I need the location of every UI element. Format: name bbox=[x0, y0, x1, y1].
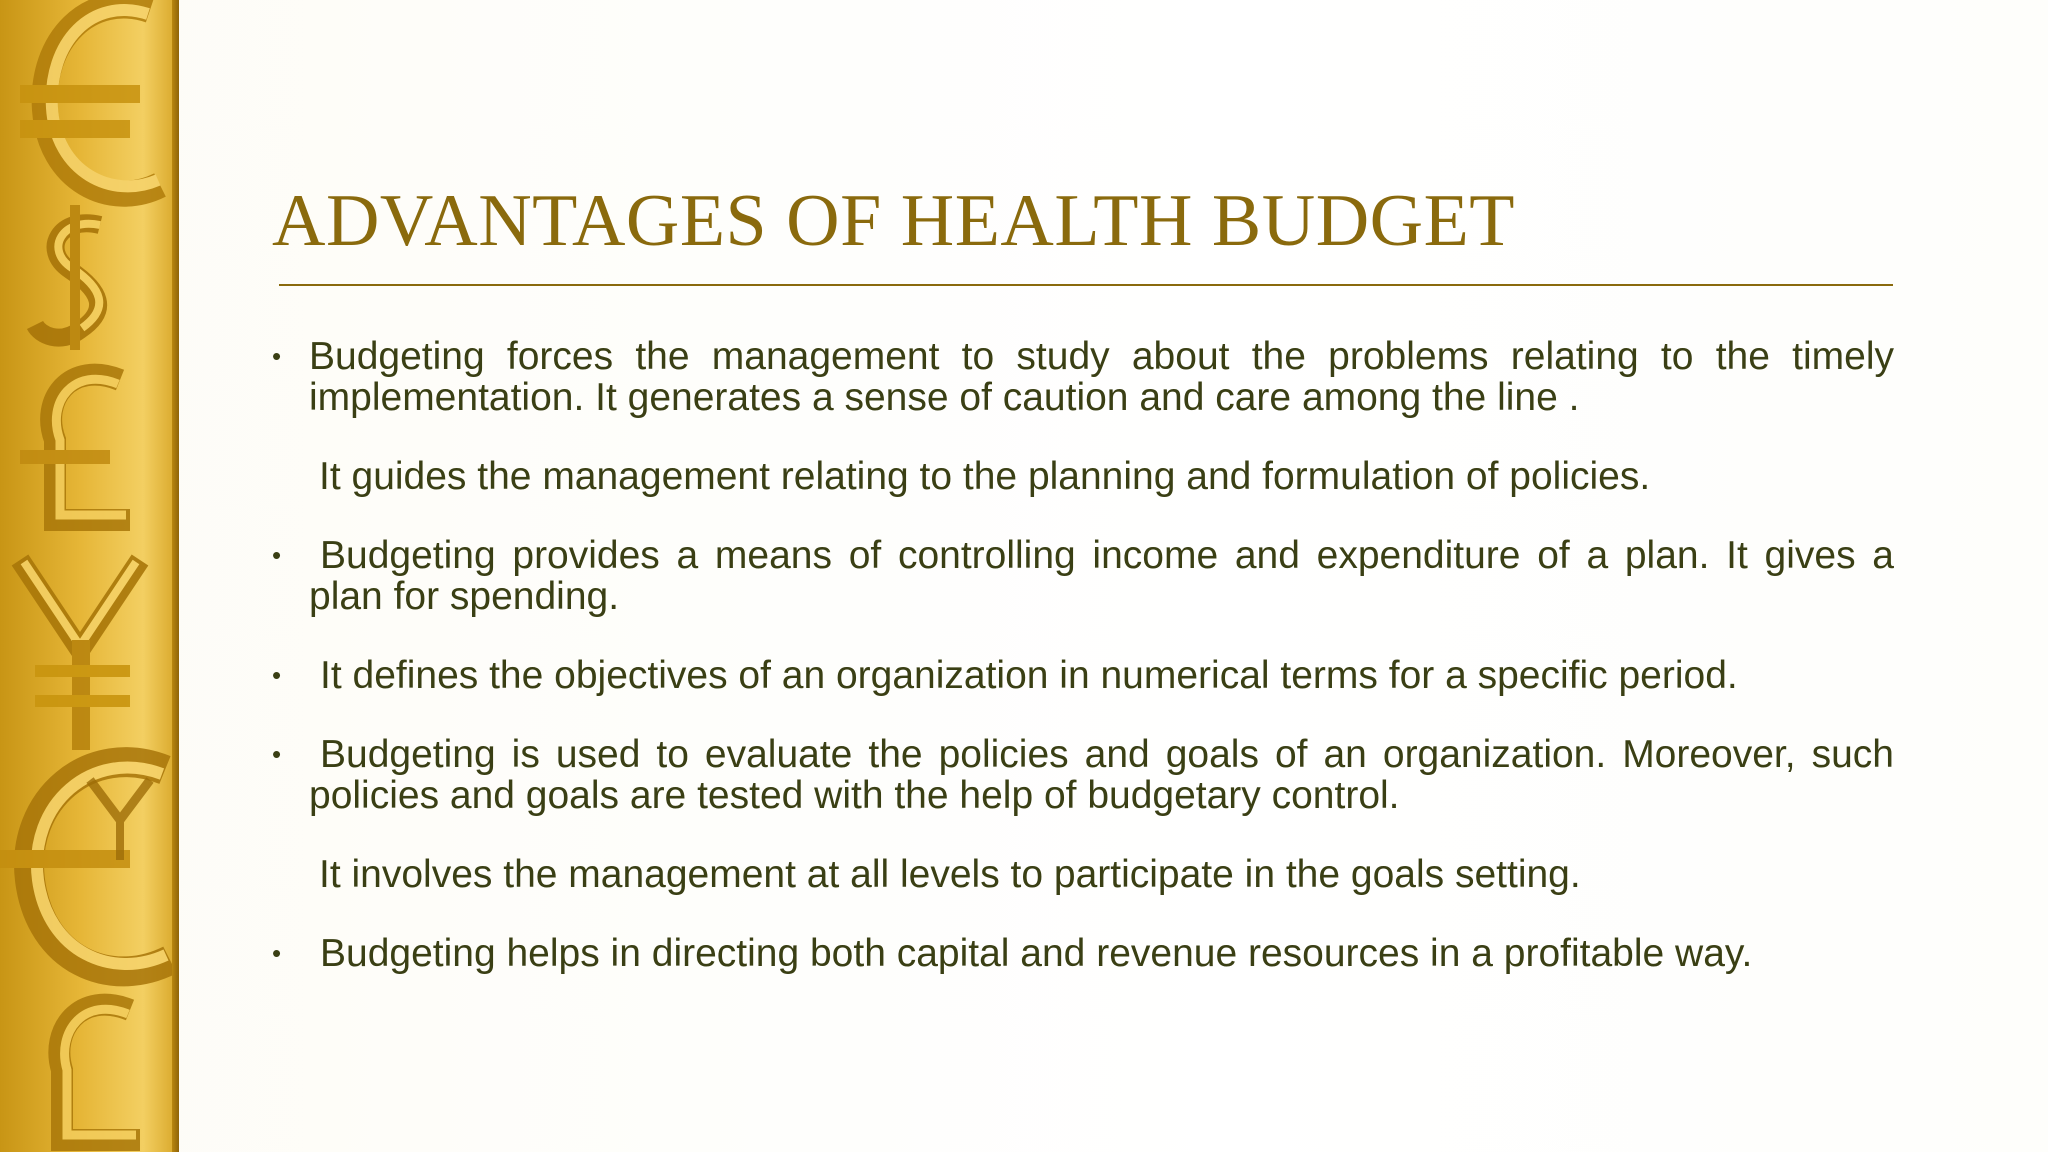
bullet-marker: • bbox=[272, 938, 282, 968]
yen-sign-icon bbox=[20, 560, 140, 750]
list-item bbox=[270, 535, 1894, 617]
title-divider bbox=[279, 284, 1893, 286]
euro-sign-icon bbox=[20, 6, 160, 194]
pound-sign-icon bbox=[59, 1005, 140, 1140]
currency-symbols-side-panel bbox=[0, 0, 179, 1152]
bullet-marker: • bbox=[272, 660, 282, 690]
bullet-list bbox=[270, 336, 1894, 1012]
bullet-marker: • bbox=[272, 341, 282, 371]
list-item bbox=[270, 456, 1894, 497]
list-item-text: It involves the management at all levels to participate in the goals setting. bbox=[319, 853, 1581, 896]
list-item-text: Budgeting helps in directing both capital and revenue resources in a profitable way. bbox=[320, 932, 1753, 975]
list-item-text: It defines the objectives of an organization in numerical terms for a specific period. bbox=[320, 654, 1738, 697]
list-item bbox=[270, 336, 1894, 418]
list-item-text: Budgeting is used to evaluate the policies and goals of an organization. Moreover, such policies and goals are tested with the help of budgetary control. bbox=[309, 733, 1894, 817]
list-item bbox=[270, 734, 1894, 816]
currency-pattern bbox=[0, 0, 179, 1152]
pound-sign-icon bbox=[20, 375, 130, 520]
slide-title: ADVANTAGES OF HEALTH BUDGET bbox=[272, 180, 1515, 262]
bullet-marker: • bbox=[272, 739, 282, 769]
list-item bbox=[270, 854, 1894, 895]
list-item-text: Budgeting forces the management to study about the problems relating to the timely implementation. It generates a sense of caution and care among the line . bbox=[309, 335, 1894, 419]
list-item bbox=[270, 933, 1894, 974]
list-item bbox=[270, 655, 1894, 696]
yen-sign-icon bbox=[90, 780, 150, 860]
dollar-sign-icon bbox=[35, 205, 100, 350]
list-item-text: It guides the management relating to the planning and formulation of policies. bbox=[319, 455, 1651, 498]
side-panel-edge bbox=[172, 0, 179, 1152]
list-item-text: Budgeting provides a means of controlling income and expenditure of a plan. It gives a plan for spending. bbox=[309, 534, 1894, 618]
bullet-marker: • bbox=[272, 540, 282, 570]
